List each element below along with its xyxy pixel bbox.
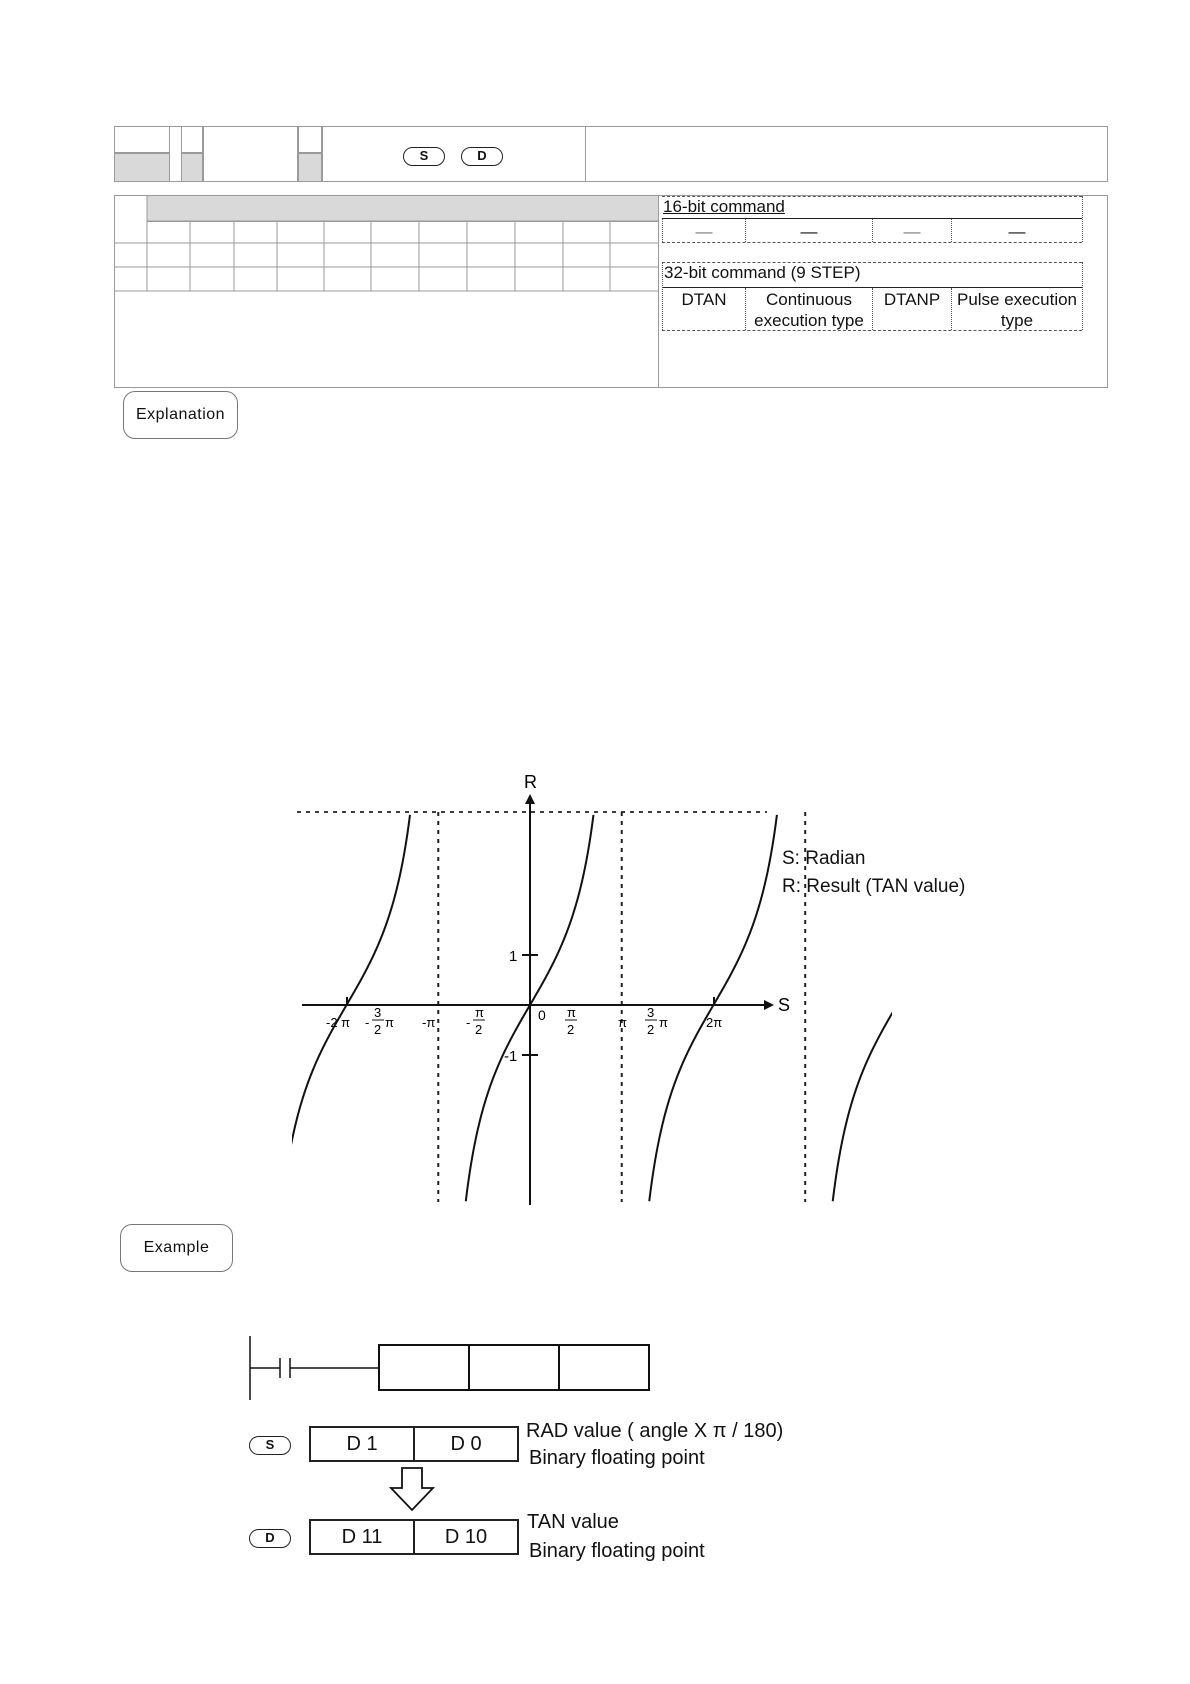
cmd16-cell-0: — [695,222,713,241]
example-d-marker: D [249,1529,291,1548]
x-tick-neg-half-pi [466,1005,485,1037]
s-reg-low: D 0 [413,1426,519,1462]
legend-s: S: Radian [782,848,866,869]
mnemonic-cell [203,126,298,182]
device-grid [114,195,674,295]
prefix-cell-bottom [181,153,203,182]
tan-branch-4 [833,1005,892,1201]
cmd16-div-4 [1082,196,1083,242]
tan-branch-1 [292,815,410,1201]
example-label: Example [120,1224,233,1272]
s-reg-high: D 1 [309,1426,415,1462]
d-reg-low: D 10 [413,1519,519,1555]
d-note-tan: TAN value [527,1511,619,1533]
x-tick-neg-pi: -π [422,1015,436,1030]
command-16-title: 16-bit command [663,197,785,216]
instruction-box [379,1345,649,1390]
svg-text:π: π [385,1015,394,1030]
operand-s-marker: S [403,147,445,166]
svg-text:π: π [475,1005,484,1020]
svg-text:2: 2 [647,1022,655,1037]
svg-text:π: π [567,1005,576,1020]
suffix-cell-bottom [298,153,322,182]
d-note-binary: Binary floating point [529,1540,705,1562]
prefix-cell-top [181,126,203,153]
cmd32-cell-dtanp: DTANP [883,290,941,309]
svg-text:2: 2 [475,1022,483,1037]
cmd32-cell-continuous: Continuous execution type [754,290,864,330]
command-32-title: 32-bit command (9 STEP) [664,263,861,282]
explanation-label: Explanation [123,391,238,439]
cmd16-cell-3: — [1008,222,1026,241]
y-tick-minus1: -1 [504,1048,518,1065]
y-tick-1: 1 [509,948,518,965]
svg-text:-: - [466,1015,471,1030]
operand-d-marker: D [461,147,503,166]
down-arrow-icon [389,1466,439,1516]
cmd32-cell-dtan: DTAN [681,290,727,309]
svg-text:3: 3 [647,1005,655,1020]
cmd32-div-4 [1082,262,1083,330]
cmd16-top-dash [662,196,1082,197]
s-note-rad: RAD value ( angle X π / 180) [526,1420,784,1442]
svg-text:2: 2 [567,1022,575,1037]
d-reg-high: D 11 [309,1519,415,1555]
x-tick-2pi: 2π [706,1015,723,1030]
cmd16-cell-1: — [800,222,818,241]
y-axis-label: R [524,772,537,792]
operands-cell [322,126,586,182]
svg-text:2: 2 [374,1022,382,1037]
x-tick-zero: 0 [538,1007,546,1023]
legend-r: R: Result (TAN value) [782,876,966,897]
tan-chart [292,770,892,1210]
api-cell-top [114,126,170,153]
x-tick-neg-three-half-pi [365,1005,394,1037]
cmd32-cell-pulse: Pulse execution type [956,290,1078,330]
x-tick-half-pi [565,1005,577,1037]
svg-text:π: π [659,1015,668,1030]
x-tick-pi: π [618,1015,627,1030]
x-axis-label: S [778,995,791,1015]
ladder-diagram [246,1334,666,1414]
suffix-cell-top [298,126,322,153]
cmd16-bottom-dash [662,242,1082,243]
tan-branch-3 [649,815,777,1201]
x-tick-three-half-pi [645,1005,668,1037]
x-tick-neg2pi: -2 π [326,1015,351,1030]
svg-text:-: - [365,1015,370,1030]
cmd16-cell-2: — [903,222,921,241]
svg-text:3: 3 [374,1005,382,1020]
example-s-marker: S [249,1436,291,1455]
api-cell-bottom [114,153,170,182]
s-note-binary: Binary floating point [529,1447,705,1469]
